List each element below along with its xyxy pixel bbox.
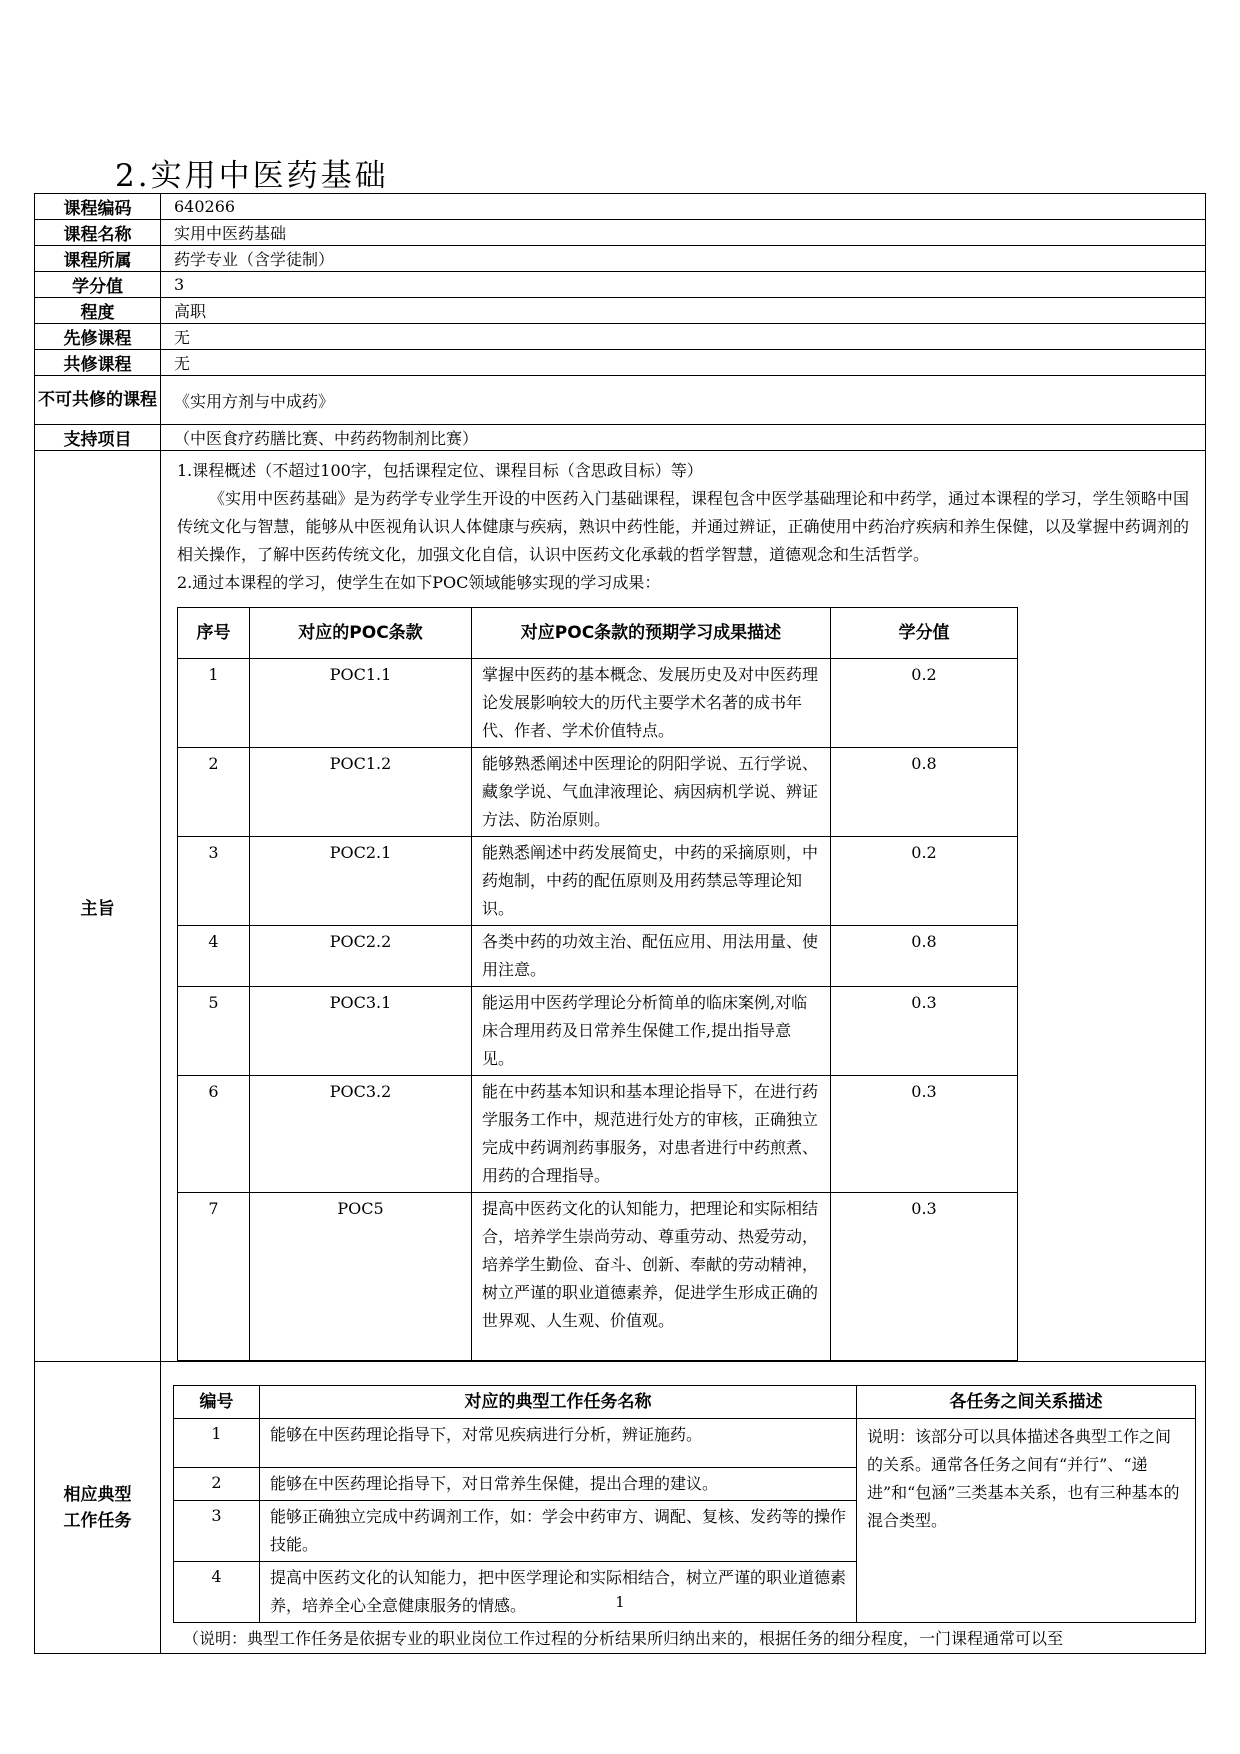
task-table <box>173 1385 1196 1623</box>
info-value: （中医食疗药膳比赛、中药药物制剂比赛） <box>161 425 1206 451</box>
info-row <box>35 324 1206 350</box>
table-row <box>174 1419 1196 1468</box>
info-row <box>35 220 1206 246</box>
page-number: 1 <box>615 1593 625 1611</box>
poc-credit: 0.3 <box>831 1076 1018 1193</box>
poc-no: 5 <box>178 987 250 1076</box>
poc-header: 对应的POC条款 <box>250 608 472 659</box>
info-value: 高职 <box>161 298 1206 324</box>
info-label: 共修课程 <box>35 350 161 376</box>
info-value: 无 <box>161 324 1206 350</box>
info-value: 《实用方剂与中成药》 <box>161 376 1206 425</box>
info-value: 3 <box>161 272 1206 298</box>
poc-desc: 能在中药基本知识和基本理论指导下，在进行药学服务工作中，规范进行处方的审核，正确独立完成中药调剂药事服务，对患者进行中药煎煮、用药的合理指导。 <box>472 1076 831 1193</box>
info-label: 课程名称 <box>35 220 161 246</box>
info-label: 程度 <box>35 298 161 324</box>
poc-header: 序号 <box>178 608 250 659</box>
poc-desc: 掌握中医药的基本概念、发展历史及对中医药理论发展影响较大的历代主要学术名著的成书年代、作者、学术价值特点。 <box>472 659 831 748</box>
info-row <box>35 272 1206 298</box>
info-label: 学分值 <box>35 272 161 298</box>
poc-no: 2 <box>178 748 250 837</box>
poc-credit: 0.3 <box>831 1193 1018 1361</box>
poc-desc: 能够熟悉阐述中医理论的阴阳学说、五行学说、藏象学说、气血津液理论、病因病机学说、辨证方法、防治原则。 <box>472 748 831 837</box>
info-value: 药学专业（含学徒制） <box>161 246 1206 272</box>
poc-desc: 提高中医药文化的认知能力，把理论和实际相结合，培养学生崇尚劳动、尊重劳动、热爱劳动，培养学生勤俭、奋斗、创新、奉献的劳动精神，树立严谨的职业道德素养，促进学生形成正确的世界观、人生观、价值观。 <box>472 1193 831 1361</box>
poc-credit: 0.2 <box>831 659 1018 748</box>
poc-code: POC1.2 <box>250 748 472 837</box>
poc-no: 6 <box>178 1076 250 1193</box>
poc-code: POC2.1 <box>250 837 472 926</box>
task-name: 能够在中医药理论指导下，对日常养生保健，提出合理的建议。 <box>260 1468 857 1501</box>
poc-credit: 0.2 <box>831 837 1018 926</box>
task-no: 3 <box>174 1501 260 1562</box>
task-name: 能够在中医药理论指导下，对常见疾病进行分析，辨证施药。 <box>260 1419 857 1468</box>
table-row <box>178 837 1018 926</box>
table-row <box>178 748 1018 837</box>
table-row <box>178 1193 1018 1361</box>
info-row <box>35 425 1206 451</box>
task-name: 能够正确独立完成中药调剂工作，如：学会中药审方、调配、复核、发药等的操作技能。 <box>260 1501 857 1562</box>
tasks-label: 相应典型工作任务 <box>35 1362 161 1654</box>
info-value: 无 <box>161 350 1206 376</box>
poc-desc: 各类中药的功效主治、配伍应用、用法用量、使用注意。 <box>472 926 831 987</box>
poc-code: POC1.1 <box>250 659 472 748</box>
outcomes-heading: 2.通过本课程的学习，使学生在如下POC领域能够实现的学习成果： <box>177 573 661 592</box>
poc-credit: 0.8 <box>831 748 1018 837</box>
overview-heading: 1.课程概述（不超过100字，包括课程定位、课程目标（含思政目标）等） <box>177 461 703 480</box>
info-label: 不可共修的课程 <box>35 376 161 425</box>
purpose-label: 主旨 <box>35 451 161 1362</box>
poc-desc: 能运用中医药学理论分析简单的临床案例,对临床合理用药及日常养生保健工作,提出指导意见。 <box>472 987 831 1076</box>
task-header: 编号 <box>174 1386 260 1419</box>
info-row <box>35 350 1206 376</box>
task-no: 4 <box>174 1562 260 1623</box>
overview-text: 《实用中医药基础》是为药学专业学生开设的中医药入门基础课程，课程包含中医学基础理论和中药学，通过本课程的学习，学生领略中国传统文化与智慧，能够从中医视角认识人体健康与疾病，熟识中药性能，并通过辨证，正确使用中药治疗疾病和养生保健，以及掌握中药调剂的相关操作，了解中医药传统文化，加强文化自信，认识中医药文化承载的哲学智慧，道德观念和生活哲学。 <box>177 489 1189 564</box>
poc-header: 学分值 <box>831 608 1018 659</box>
task-no: 2 <box>174 1468 260 1501</box>
table-row <box>178 659 1018 748</box>
poc-no: 4 <box>178 926 250 987</box>
info-row <box>35 194 1206 220</box>
task-no: 1 <box>174 1419 260 1468</box>
poc-code: POC2.2 <box>250 926 472 987</box>
poc-no: 3 <box>178 837 250 926</box>
info-label: 先修课程 <box>35 324 161 350</box>
info-value: 实用中医药基础 <box>161 220 1206 246</box>
poc-code: POC5 <box>250 1193 472 1361</box>
task-header: 各任务之间关系描述 <box>857 1386 1196 1419</box>
info-label: 支持项目 <box>35 425 161 451</box>
poc-credit: 0.3 <box>831 987 1018 1076</box>
table-row <box>178 987 1018 1076</box>
task-note: （说明：典型工作任务是依据专业的职业岗位工作过程的分析结果所归纳出来的，根据任务的细分程度，一门课程通常可以至 <box>183 1629 1064 1648</box>
table-row <box>178 926 1018 987</box>
info-value: 640266 <box>161 194 1206 220</box>
purpose-row <box>35 451 1206 1362</box>
info-label: 课程所属 <box>35 246 161 272</box>
poc-table <box>177 607 1018 1361</box>
poc-code: POC3.2 <box>250 1076 472 1193</box>
poc-header: 对应POC条款的预期学习成果描述 <box>472 608 831 659</box>
poc-code: POC3.1 <box>250 987 472 1076</box>
task-relation: 说明：该部分可以具体描述各典型工作之间的关系。通常各任务之间有“并行”、“递进”和“包涵”三类基本关系，也有三种基本的混合类型。 <box>857 1419 1196 1623</box>
page-title: 2.实用中医药基础 <box>115 158 389 194</box>
poc-desc: 能熟悉阐述中药发展简史，中药的采摘原则，中药炮制，中药的配伍原则及用药禁忌等理论知识。 <box>472 837 831 926</box>
task-name: 提高中医药文化的认知能力，把中医学理论和实际相结合，树立严谨的职业道德素养，培养全心全意健康服务的情感。 <box>260 1562 857 1623</box>
task-header: 对应的典型工作任务名称 <box>260 1386 857 1419</box>
poc-no: 7 <box>178 1193 250 1361</box>
poc-credit: 0.8 <box>831 926 1018 987</box>
info-row <box>35 246 1206 272</box>
table-row <box>178 1076 1018 1193</box>
poc-no: 1 <box>178 659 250 748</box>
course-info-table <box>34 193 1206 1654</box>
info-row <box>35 376 1206 425</box>
info-row <box>35 298 1206 324</box>
info-label: 课程编码 <box>35 194 161 220</box>
